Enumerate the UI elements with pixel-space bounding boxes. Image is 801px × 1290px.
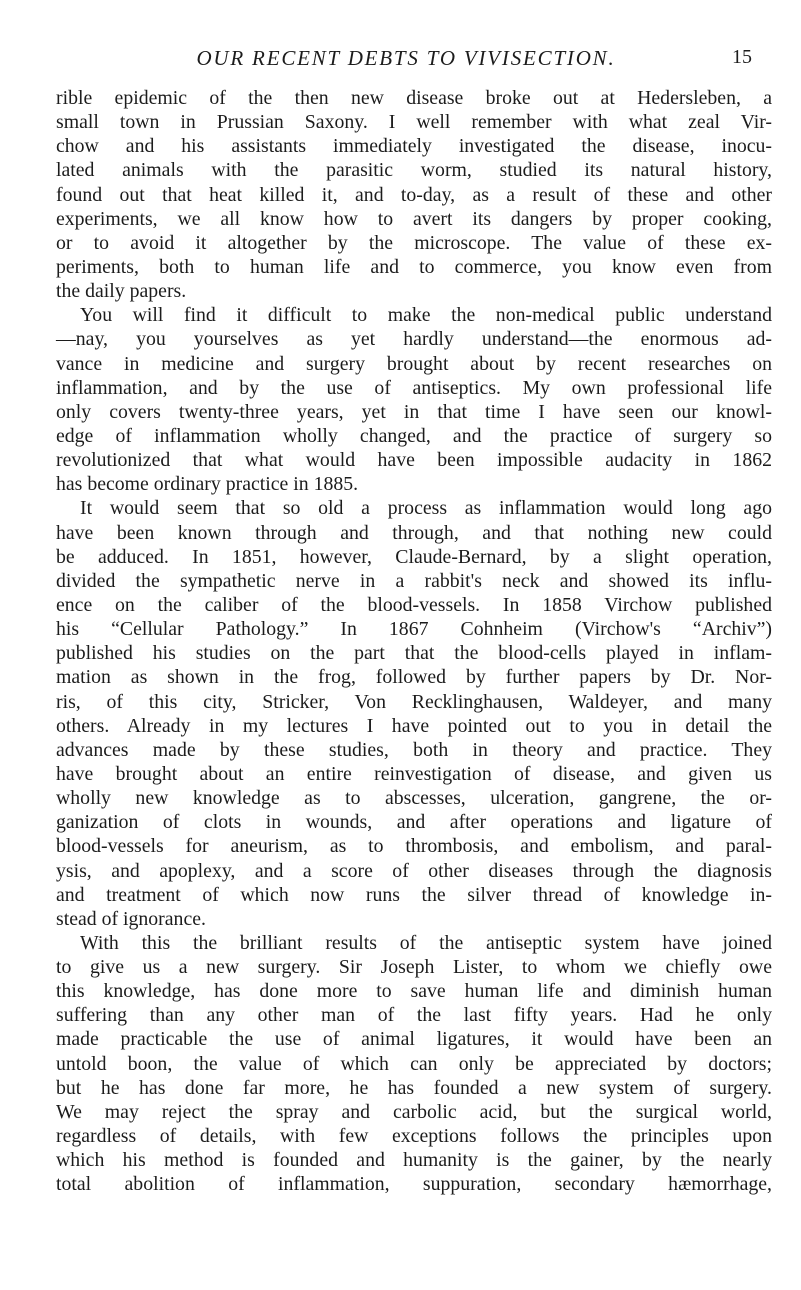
text-line: edge of inflammation wholly changed, and the practice of surgery so [56,424,772,447]
page-number: 15 [732,46,752,68]
text-line: his “Cellular Pathology.” In 1867 Cohnheim (Virchow's “Archiv”) [56,618,772,641]
text-line: the daily papers. [56,280,187,303]
text-line: With this the brilliant results of the antiseptic system have joined [80,931,772,954]
text-line: We may reject the spray and carbolic acid, but the surgical world, [56,1100,772,1123]
text-line: lated animals with the parasitic worm, studied its natural history, [56,159,772,182]
text-line: chow and his assistants immediately investigated the disease, inocu- [56,135,772,158]
text-line: have been known through and through, and that nothing new could [56,521,772,544]
text-line: advances made by these studies, both in theory and practice. They [56,738,772,761]
text-line: found out that heat killed it, and to-day, as a result of these and other [56,183,772,206]
text-line: or to avoid it altogether by the microscope. The value of these ex- [56,231,772,254]
text-line: You will find it difficult to make the non-medical public understand [80,304,772,327]
text-line: ganization of clots in wounds, and after operations and ligature of [56,811,772,834]
text-line: has become ordinary practice in 1885. [56,473,359,496]
text-line: small town in Prussian Saxony. I well remember with what zeal Vir- [56,111,772,134]
text-line: to give us a new surgery. Sir Joseph Lister, to whom we chiefly owe [56,956,772,979]
text-line: this knowledge, has done more to save human life and diminish human [56,980,772,1003]
text-line: vance in medicine and surgery brought about by recent researches on [56,352,772,375]
text-line: but he has done far more, he has founded a new system of surgery. [56,1076,772,1099]
text-line: and treatment of which now runs the silver thread of knowledge in- [56,883,772,906]
body-text [56,86,772,1196]
text-line: published his studies on the part that the blood-cells played in inflam- [56,642,772,665]
text-line: ence on the caliber of the blood-vessels. In 1858 Virchow published [56,593,772,616]
text-line: wholly new knowledge as to abscesses, ulceration, gangrene, the or- [56,787,772,810]
text-line: regardless of details, with few exceptions follows the principles upon [56,1125,772,1148]
text-line: ysis, and apoplexy, and a score of other diseases through the diagnosis [56,859,772,882]
text-line: inflammation, and by the use of antiseptics. My own professional life [56,376,772,399]
text-line: stead of ignorance. [56,907,206,930]
text-line: ris, of this city, Stricker, Von Recklinghausen, Waldeyer, and many [56,690,772,713]
text-line: untold boon, the value of which can only be appreciated by doctors; [56,1052,772,1075]
text-line: experiments, we all know how to avert its dangers by proper cooking, [56,207,772,230]
text-line: blood-vessels for aneurism, as to thrombosis, and embolism, and paral- [56,835,772,858]
text-line: It would seem that so old a process as inflammation would long ago [80,497,772,520]
running-title: OUR RECENT DEBTS TO VIVISECTION. [196,46,616,70]
text-line: which his method is founded and humanity is the gainer, by the nearly [56,1149,772,1172]
text-line: rible epidemic of the then new disease broke out at Hedersleben, a [56,87,772,109]
text-line: suffering than any other man of the last fifty years. Had he only [56,1004,772,1027]
text-line: have brought about an entire reinvestigation of disease, and given us [56,762,772,785]
text-line: mation as shown in the frog, followed by further papers by Dr. Nor- [56,666,772,689]
text-line: revolutionized that what would have been impossible audacity in 1862 [56,449,772,472]
text-line: made practicable the use of animal ligatures, it would have been an [56,1028,772,1051]
text-line: —nay, you yourselves as yet hardly understand—the enormous ad- [56,328,772,351]
text-line: total abolition of inflammation, suppuration, secondary hæmorrhage, [56,1173,772,1196]
text-line: others. Already in my lectures I have pointed out to you in detail the [56,714,772,737]
text-line: periments, both to human life and to commerce, you know even from [56,255,772,278]
text-line: be adduced. In 1851, however, Claude-Bernard, by a slight operation, [56,545,772,568]
text-line: only covers twenty-three years, yet in that time I have seen our knowl- [56,400,772,423]
text-line: divided the sympathetic nerve in a rabbit's neck and showed its influ- [56,569,772,592]
